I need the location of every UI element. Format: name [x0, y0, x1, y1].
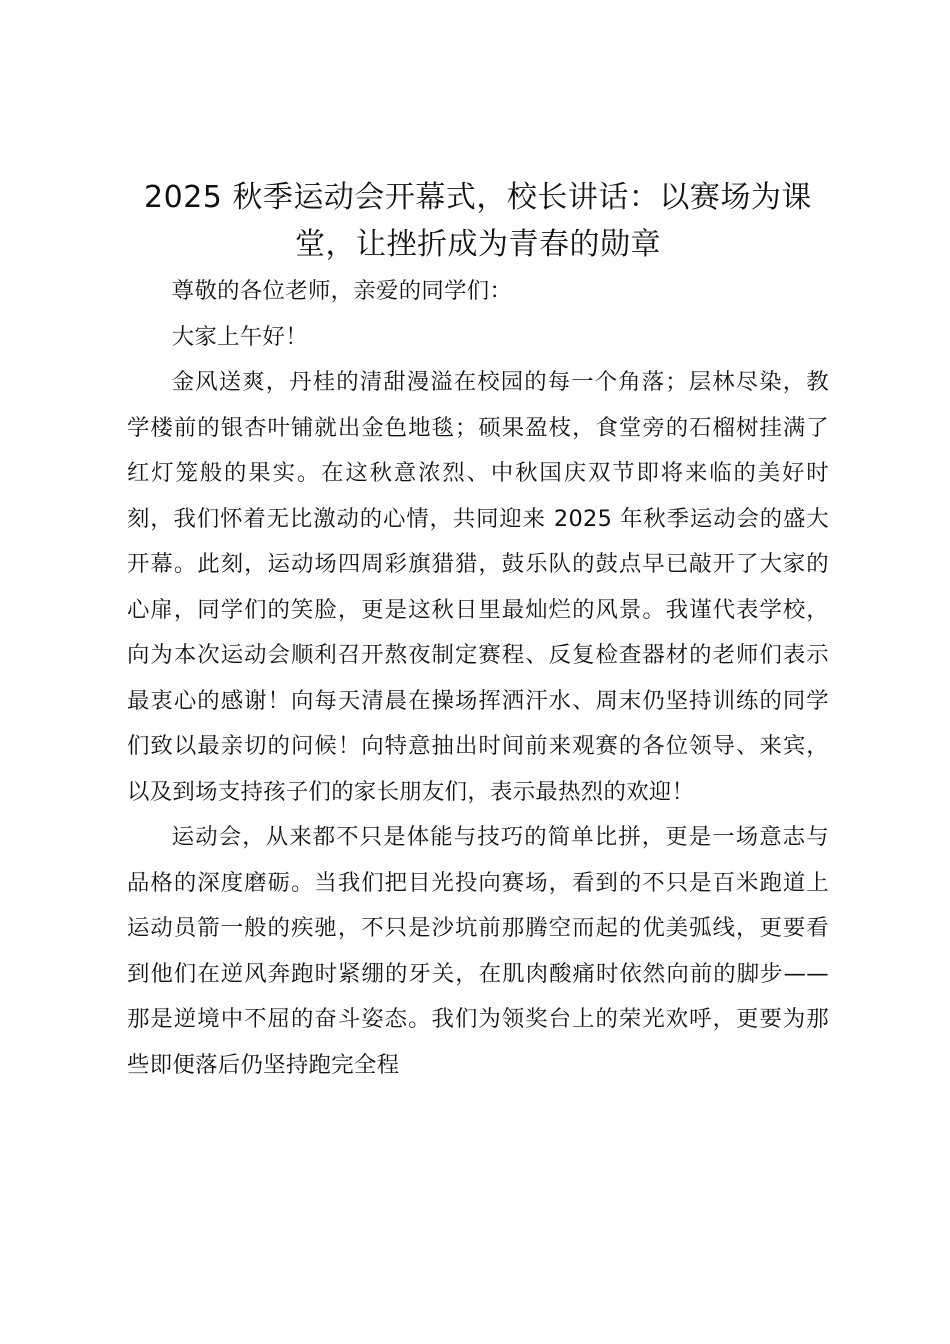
body-paragraph: 金风送爽，丹桂的清甜漫溢在校园的每一个角落；层林尽染，教学楼前的银杏叶铺就出金色地毯；硕果盈枝，食堂旁的石榴树挂满了红灯笼般的果实。在这秋意浓烈、中秋国庆双节即将来临的美好时刻，我们怀着无比激动的心情，共同迎来 2025 年秋季运动会的盛大开幕。此刻，运动场四周彩旗猎猎，鼓乐队的鼓点早已敲开了大家的心扉，同学们的笑脸，更是这秋日里最灿烂的风景。我谨代表学校，向为本次运动会顺利召开熬夜制定赛程、反复检查器材的老师们表示最衷心的感谢！向每天清晨在操场挥洒汗水、周末仍坚持训练的同学们致以最亲切的问候！向特意抽出时间前来观赛的各位领导、来宾，以及到场支持孩子们的家长朋友们，表示最热烈的欢迎！	[127, 369, 829, 805]
document-title: 2025 秋季运动会开幕式，校长讲话：以赛场为课堂，让挫折成为青春的勋章	[144, 180, 812, 262]
salutation-paragraph: 尊敬的各位老师，亲爱的同学们：	[171, 278, 513, 304]
document-page	[127, 174, 829, 1088]
body-paragraph: 运动会，从来都不只是体能与技巧的简单比拼，更是一场意志与品格的深度磨砺。当我们把目光投向赛场，看到的不只是百米跑道上运动员箭一般的疾驰，不只是沙坑前那腾空而起的优美弧线，更要看到他们在逆风奔跑时紧绷的牙关，在肌肉酸痛时依然向前的脚步——那是逆境中不屈的奋斗姿态。我们为领奖台上的荣光欢呼，更要为那些即便落后仍坚持跑完全程	[127, 824, 829, 1078]
greeting-paragraph: 大家上午好！	[171, 323, 308, 350]
